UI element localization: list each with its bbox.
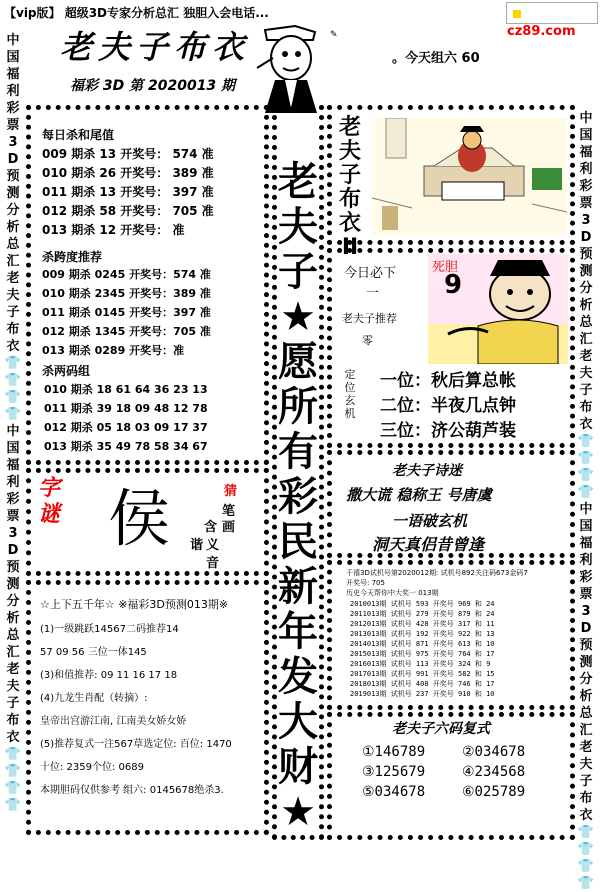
- right-strip-char: 子: [579, 383, 593, 398]
- position-label-char: 玄: [344, 394, 356, 407]
- forecast-row: (5)推荐复式一注567草选定位: 百位: 1470: [40, 739, 232, 750]
- right-strip-char: 夫: [579, 757, 593, 772]
- right-strip-char: 👕: [577, 434, 595, 449]
- span-row: 012 期杀 1345 开奖号：705 准: [42, 325, 211, 338]
- left-strip-char: 总: [6, 628, 20, 643]
- history-table: [350, 599, 495, 699]
- forecast-title: ☆上下五千年☆ ※福彩3D预测013期※: [40, 598, 229, 611]
- history-row: 2012013期 试机号 428 开奖号 317 和 11: [350, 620, 495, 628]
- left-strip-char: 👕: [4, 781, 22, 796]
- center-slogan-char: 有: [278, 429, 318, 475]
- riddle-word-2: 画: [222, 520, 236, 535]
- vip-banner: 【vip版】 超级3D专家分析总汇 独胆入会电话...: [4, 6, 269, 20]
- center-slogan-char: 夫: [278, 204, 318, 250]
- two-code-row: 012 期杀 05 18 03 09 17 37: [44, 421, 208, 434]
- forecast-list: [40, 618, 232, 802]
- two-code-list: [44, 380, 208, 456]
- two-code-row: 010 期杀 18 61 64 36 23 13: [44, 383, 208, 396]
- history-header-2: 开奖号: 705: [346, 579, 385, 587]
- riddle-main-char: 侯: [108, 482, 171, 555]
- left-strip-char: 彩: [6, 101, 20, 116]
- forecast-row: (1)一级跳跃14567二码推荐14: [40, 624, 179, 635]
- left-strip-char: 夫: [6, 288, 20, 303]
- riddle-word-1: 笔: [222, 504, 236, 519]
- right-strip-char: 票: [579, 587, 593, 602]
- six-code-item-2: ②034678: [462, 744, 526, 760]
- must-play-value: 一: [366, 286, 380, 301]
- left-strip-char: 子: [6, 305, 20, 320]
- riddle-left-label: 字谜: [38, 476, 61, 527]
- right-strip-char: 3: [581, 604, 591, 619]
- span-title: 杀跨度推荐: [42, 250, 103, 264]
- forecast-row: 皇帝出宫游江南, 江南美女娇女娇: [40, 716, 187, 727]
- kill-row: 013 期杀 12 开奖号： 准: [42, 223, 185, 237]
- right-strip-char: 中: [579, 502, 593, 517]
- right-strip-char: 子: [579, 774, 593, 789]
- left-strip-char: 老: [6, 662, 20, 677]
- left-strip-char: 👕: [4, 747, 22, 762]
- history-row: 2017013期 试机号 991 开奖号 582 和 15: [350, 670, 495, 678]
- left-strip-char: 国: [6, 441, 20, 456]
- position-label: [343, 368, 357, 420]
- forecast-row: (4)九龙生肖配（转摘）:: [40, 693, 148, 704]
- riddle-word-6: 音: [206, 556, 220, 571]
- right-strip-char: 布: [579, 400, 593, 415]
- history-row: 2010013期 试机号 593 开奖号 969 和 24: [350, 600, 495, 608]
- left-strip-char: 👕: [4, 407, 22, 422]
- comic-title-char: II: [341, 235, 359, 260]
- center-slogan-char: 新: [278, 564, 318, 610]
- right-strip-char: 👕: [577, 485, 595, 500]
- right-strip-char: 👕: [577, 842, 595, 857]
- riddle-word-3: 含: [204, 520, 218, 535]
- left-strip-char: 中: [6, 424, 20, 439]
- center-slogan-char: 大: [278, 699, 318, 745]
- right-strip-char: 汇: [579, 332, 593, 347]
- right-strip-char: 利: [579, 162, 593, 177]
- cartoon-man-icon: [255, 18, 335, 113]
- center-slogan-char: ★: [280, 789, 316, 835]
- center-slogan-char: 子: [278, 249, 318, 295]
- left-strip-char: 分: [6, 594, 20, 609]
- kill-row: 012 期杀 58 开奖号： 705 准: [42, 204, 214, 218]
- left-strip-char: 衣: [6, 730, 20, 745]
- center-slogan-char: 发: [278, 654, 318, 700]
- riddle-word-5: 义: [206, 538, 220, 553]
- span-row: 013 期杀 0289 开奖号：准: [42, 344, 185, 357]
- comic-title-char: 子: [338, 163, 361, 188]
- history-row: 2016013期 试机号 113 开奖号 324 和 9: [350, 660, 491, 668]
- right-strip-char: 汇: [579, 723, 593, 738]
- right-strip-char: 测: [579, 655, 593, 670]
- center-slogan-char: 所: [278, 384, 318, 430]
- poster-title: 老夫子布衣: [60, 28, 251, 66]
- left-strip-char: 国: [6, 50, 20, 65]
- position-row-3: 三位：济公葫芦装: [380, 421, 516, 441]
- center-slogan-char: 民: [278, 519, 318, 565]
- right-strip-char: 老: [579, 349, 593, 364]
- left-strip-char: 3: [8, 526, 18, 541]
- span-list: [42, 265, 211, 360]
- comic-title: [338, 116, 362, 260]
- left-strip-char: 布: [6, 713, 20, 728]
- six-code-item-1: ①146789: [362, 744, 426, 760]
- left-strip-char: 👕: [4, 390, 22, 405]
- right-strip-char: 👕: [577, 468, 595, 483]
- kill-row: 011 期杀 13 开奖号： 397 准: [42, 185, 214, 199]
- logo-square-icon: [513, 10, 521, 18]
- left-strip-char: 票: [6, 118, 20, 133]
- left-strip-char: 3: [8, 135, 18, 150]
- left-strip-char: 福: [6, 67, 20, 82]
- left-strip-char: D: [7, 152, 19, 167]
- recommend-label: 老夫子推荐: [342, 312, 397, 325]
- history-row: 2014013期 试机号 871 开奖号 613 和 10: [350, 640, 495, 648]
- right-strip-char: 👕: [577, 451, 595, 466]
- six-code-item-3: ③125679: [362, 764, 426, 780]
- history-row: 2019013期 试机号 237 开奖号 910 和 10: [350, 690, 495, 698]
- cartoon-scribble: ✎: [330, 30, 338, 40]
- position-label-char: 位: [344, 381, 356, 394]
- span-row: 010 期杀 2345 开奖号：389 准: [42, 287, 211, 300]
- history-row: 2015013期 试机号 975 开奖号 764 和 17: [350, 650, 495, 658]
- comic-title-char: 老: [338, 115, 361, 140]
- span-row: 009 期杀 0245 开奖号：574 准: [42, 268, 211, 281]
- center-slogan-char: 愿: [278, 339, 318, 385]
- poem-title: 老夫子诗迷: [392, 463, 462, 479]
- right-strip-char: 👕: [577, 876, 595, 891]
- poem-line-1: 撒大谎 稳称王 号唐虞: [346, 486, 492, 504]
- six-code-title: 老夫子六码复式: [392, 721, 490, 737]
- left-strip-char: 夫: [6, 679, 20, 694]
- riddle-guess: 猜: [224, 484, 238, 499]
- right-strip-char: 析: [579, 298, 593, 313]
- right-strip-char: 测: [579, 264, 593, 279]
- span-row: 011 期杀 0145 开奖号：397 准: [42, 306, 211, 319]
- six-code-item-5: ⑤034678: [362, 784, 426, 800]
- forecast-row: (3)和值推荐: 09 11 16 17 18: [40, 670, 178, 681]
- must-play-label: 今日必下: [344, 266, 397, 281]
- left-strip-char: D: [7, 543, 19, 558]
- left-strip-char: 👕: [4, 764, 22, 779]
- left-strip-char: 分: [6, 203, 20, 218]
- riddle-word-4: 谐: [190, 538, 204, 553]
- position-row-2: 二位：半夜几点钟: [380, 396, 516, 416]
- right-strip-char: 衣: [579, 808, 593, 823]
- position-row-1: 一位：秋后算总帐: [380, 371, 516, 391]
- history-header-1: 千禧3D试机号第2020012期: 试机号892关注码673金码7: [346, 569, 528, 577]
- left-strip-char: 👕: [4, 798, 22, 813]
- comic-scene-icon: [372, 118, 567, 236]
- center-slogan: [277, 160, 319, 835]
- right-strip-char: 布: [579, 791, 593, 806]
- dead-gall-label: 死胆: [432, 260, 459, 275]
- left-strip-char: 子: [6, 696, 20, 711]
- kill-row: 010 期杀 26 开奖号： 389 准: [42, 166, 214, 180]
- center-slogan-char: 年: [278, 609, 318, 655]
- right-strip-char: 老: [579, 740, 593, 755]
- right-strip-char: 分: [579, 281, 593, 296]
- issue-line: 福彩 3D 第 2020013 期: [70, 78, 236, 94]
- forecast-row: 57 09 56 三位一体145: [40, 647, 147, 658]
- kill-title: 每日杀和尾值: [42, 128, 115, 142]
- right-strip-char: 预: [579, 247, 593, 262]
- left-side-strip: [4, 32, 22, 814]
- dead-gall-value: 9: [444, 270, 463, 300]
- right-strip-char: D: [580, 230, 592, 245]
- left-strip-char: 彩: [6, 492, 20, 507]
- comic-title-char: 布: [338, 187, 361, 212]
- left-strip-char: 福: [6, 458, 20, 473]
- comic-title-char: 夫: [338, 139, 361, 164]
- left-strip-char: 利: [6, 84, 20, 99]
- right-strip-char: 析: [579, 689, 593, 704]
- left-strip-char: 汇: [6, 254, 20, 269]
- right-strip-char: 彩: [579, 570, 593, 585]
- two-code-title: 杀两码组: [42, 364, 91, 378]
- two-code-row: 013 期杀 35 49 78 58 34 67: [44, 440, 208, 453]
- center-slogan-char: 财: [278, 744, 318, 790]
- left-strip-char: 析: [6, 220, 20, 235]
- forecast-row: 十位: 2359个位: 0689: [40, 762, 144, 773]
- history-row: 2011013期 试机号 279 开奖号 879 和 24: [350, 610, 495, 618]
- right-strip-char: 中: [579, 111, 593, 126]
- group-six-note: 。今天组六 60: [392, 51, 480, 66]
- right-strip-char: 票: [579, 196, 593, 211]
- left-strip-char: 总: [6, 237, 20, 252]
- kill-list: [42, 145, 214, 240]
- left-strip-char: 布: [6, 322, 20, 337]
- kill-row: 009 期杀 13 开奖号： 574 准: [42, 147, 214, 161]
- six-code-item-6: ⑥025789: [462, 784, 526, 800]
- six-code-item-4: ④234568: [462, 764, 526, 780]
- left-strip-char: 测: [6, 577, 20, 592]
- right-strip-char: 预: [579, 638, 593, 653]
- left-strip-char: 票: [6, 509, 20, 524]
- right-strip-char: 夫: [579, 366, 593, 381]
- right-side-strip: [577, 110, 595, 892]
- comic-title-char: 衣: [338, 211, 361, 236]
- left-strip-char: 利: [6, 475, 20, 490]
- right-strip-char: 国: [579, 128, 593, 143]
- right-strip-char: 总: [579, 315, 593, 330]
- left-strip-char: 析: [6, 611, 20, 626]
- two-code-row: 011 期杀 39 18 09 48 12 78: [44, 402, 208, 415]
- right-strip-char: 衣: [579, 417, 593, 432]
- center-slogan-char: 彩: [278, 474, 318, 520]
- left-strip-char: 衣: [6, 339, 20, 354]
- logo-text: cz89.com: [507, 24, 576, 39]
- left-strip-char: 👕: [4, 356, 22, 371]
- center-slogan-char: 老: [278, 159, 318, 205]
- poem-line-2: 一语破玄机: [392, 512, 468, 530]
- history-header-3: 历史今天帮你中大奖一 013期: [346, 589, 439, 597]
- left-strip-char: 👕: [4, 373, 22, 388]
- history-row: 2018013期 试机号 408 开奖号 746 和 17: [350, 680, 495, 688]
- right-strip-char: 分: [579, 672, 593, 687]
- poem-line-3: 洞天真侣昔曾逢: [372, 535, 485, 554]
- left-strip-char: 测: [6, 186, 20, 201]
- right-strip-char: 3: [581, 213, 591, 228]
- right-strip-char: 利: [579, 553, 593, 568]
- recommend-value: 零: [362, 334, 373, 347]
- right-strip-char: 福: [579, 145, 593, 160]
- center-slogan-char: ★: [280, 294, 316, 340]
- right-strip-char: 👕: [577, 859, 595, 874]
- right-strip-char: 彩: [579, 179, 593, 194]
- left-strip-char: 预: [6, 560, 20, 575]
- right-strip-char: 总: [579, 706, 593, 721]
- history-row: 2013013期 试机号 192 开奖号 922 和 13: [350, 630, 495, 638]
- right-strip-char: 福: [579, 536, 593, 551]
- left-strip-char: 老: [6, 271, 20, 286]
- left-strip-char: 汇: [6, 645, 20, 660]
- right-strip-char: 👕: [577, 825, 595, 840]
- right-strip-char: 国: [579, 519, 593, 534]
- site-logo[interactable]: [506, 2, 598, 39]
- left-strip-char: 中: [6, 33, 20, 48]
- position-label-char: 机: [344, 407, 356, 420]
- position-label-char: 定: [344, 368, 356, 381]
- right-strip-char: D: [580, 621, 592, 636]
- forecast-row: 本期胆码仅供参考 组六: 0145678绝杀3.: [40, 785, 224, 796]
- left-strip-char: 预: [6, 169, 20, 184]
